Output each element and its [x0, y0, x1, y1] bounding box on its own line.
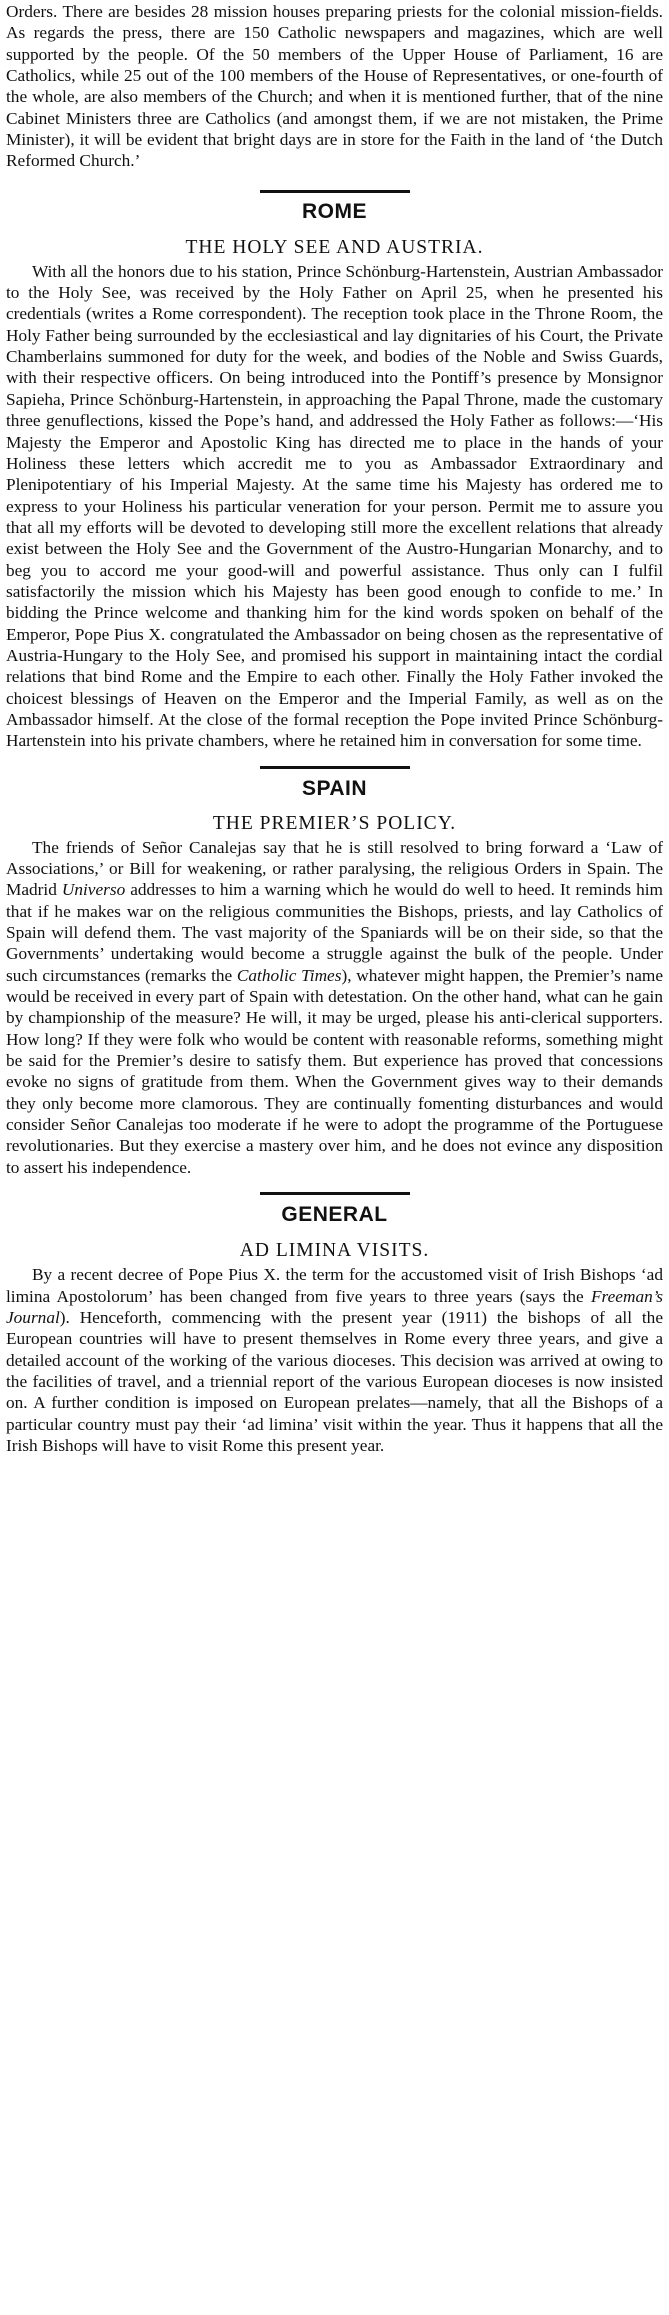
subheading-holy-see-austria: THE HOLY SEE AND AUSTRIA.	[185, 236, 484, 258]
rome-paragraph: With all the honors due to his station, Prince Schönburg-Hartenstein, Austrian Ambassador to the Holy See, was received by the Holy Father on April 25, when he presented his credentials (writes a Rome correspondent). The reception took place in the Throne Room, the Holy Father being surrounded by the ecclesiastical and lay dignitaries of his Court, the Private Chamberlains summoned for duty for the week, and bodies of the Noble and Swiss Guards, with their respective officers. On being introduced into the Pontiff’s presence by Monsignor Sapieha, Prince Schönburg-Hartenstein, in approaching the Papal Throne, made the customary three genuflections, kissed the Pope’s hand, and addressed the Holy Father as follows:—‘His Majesty the Emperor and Apostolic King has directed me to place in the hands of your Holiness these letters which accredit me to you as Ambassador Extraordinary and Plenipotentiary of his Imperial Majesty. At the same time his Majesty has ordered me to express to your Holiness his particular veneration for your person. Permit me to assure you that all my efforts will be devoted to developing still more the excellent relations that already exist between the Holy See and the Government of the Austro-Hungarian Monarchy, and to beg you to accord me your good-will and powerful assistance. Thus only can I fulfil satisfactorily the mission which his Majesty has been good enough to confide to me.’ In bidding the Prince welcome and thanking him for the kind words spoken on behalf of the Emperor, Pope Pius X. congratulated the Ambassador on being chosen as the representative of Austria-Hungary to the Holy See, and promised his support in maintaining intact the cordial relations that bind Rome and the Empire to each other. Finally the Holy Father invoked the choicest blessings of Heaven on the Emperor and the Imperial Family, as well as on the Ambassador himself. At the close of the formal reception the Pope invited Prince Schönburg-Hartenstein into his private chambers, where he retained him in conversation for some time.	[6, 261, 663, 751]
section-divider-rule	[260, 766, 410, 769]
section-heading-general: GENERAL	[281, 1203, 388, 1227]
section-heading-rome: ROME	[302, 199, 367, 223]
section-heading-spain: SPAIN	[301, 776, 368, 800]
newspaper-title-freemans-journal: Freeman’s Journal	[6, 1286, 663, 1327]
subheading-ad-limina-visits: AD LIMINA VISITS.	[239, 1240, 430, 1262]
intro-paragraph: Orders. There are besides 28 mission houses preparing priests for the colonial mission-fields. As regards the press, there are 150 Catholic newspapers and magazines, which are well supported by the people. Of the 50 members of the Upper House of Parliament, 16 are Catholics, while 25 out of the 100 members of the House of Representatives, or one-fourth of the whole, are also members of the Church; and when it is mentioned further, that of the nine Cabinet Ministers three are Catholics (and amongst them, if we are not mistaken, the Prime Minister), it will be evident that bright days are in store for the Faith in the land of ‘the Dutch Reformed Church.’	[6, 2, 663, 171]
general-text-part: By a recent decree of Pope Pius X. the term for the accustomed visit of Irish Bishops ‘ad limina Apostolorum’ has been changed from five years to three years (says the	[6, 1265, 663, 1306]
general-paragraph	[6, 1264, 663, 1456]
newspaper-column	[0, 1, 669, 2315]
newspaper-title-universo: Universo	[61, 880, 126, 900]
spain-text-part: ), whatever might happen, the Premier’s name would be received in every part of Spain with detestation. On the other hand, what can he gain by championship of the measure? He will, it may be urged, please his anti-clerical supporters. How long? If they were folk who would be content with reasonable reforms, something might be said for the Premier’s desire to satisfy them. But experience has proved that concessions evoke no signs of gratitude from them. When the Government gives way to their demands they only become more clamorous. They are continually fomenting disturbances and would consider Señor Canalejas too moderate if he were to adopt the programme of the Portuguese revolutionaries. But they exercise a mastery over him, and he does not evince any disposition to assert his independence.	[6, 965, 664, 1177]
spain-paragraph	[6, 837, 663, 1179]
section-divider-rule	[260, 1192, 410, 1195]
general-text-part: ). Henceforth, commencing with the present year (1911) the bishops of all the European countries will have to present themselves in Rome every three years, and give a detailed account of the working of the various dioceses. This decision was arrived at owing to the facilities of travel, and a triennial report of the various European dioceses is now insisted on. A further condition is imposed on European prelates—namely, that all the Bishops of a particular country must pay their ‘ad limina’ visit within the year. Thus it happens that all the Irish Bishops will have to visit Rome this present year.	[6, 1307, 663, 1455]
newspaper-title-catholic-times: Catholic Times	[236, 965, 342, 985]
spain-text-part: The friends of Señor Canalejas say that he is still resolved to bring forward a ‘Law of Associations,’ or Bill for weakening, or rather paralysing, the religious Orders in Spain. The Madrid	[6, 837, 663, 900]
spain-text-part: addresses to him a warning which he would do well to heed. It reminds him that if he makes war on the religious communities the Bishops, priests, and lay Catholics of Spain will defend them. The vast majority of the Spaniards will be on their side, so that the Governments’ undertaking would become a struggle against the bulk of the people. Under such circumstances (remarks the	[6, 880, 663, 985]
section-divider-rule	[260, 190, 410, 193]
subheading-premiers-policy: THE PREMIER’S POLICY.	[212, 812, 457, 834]
